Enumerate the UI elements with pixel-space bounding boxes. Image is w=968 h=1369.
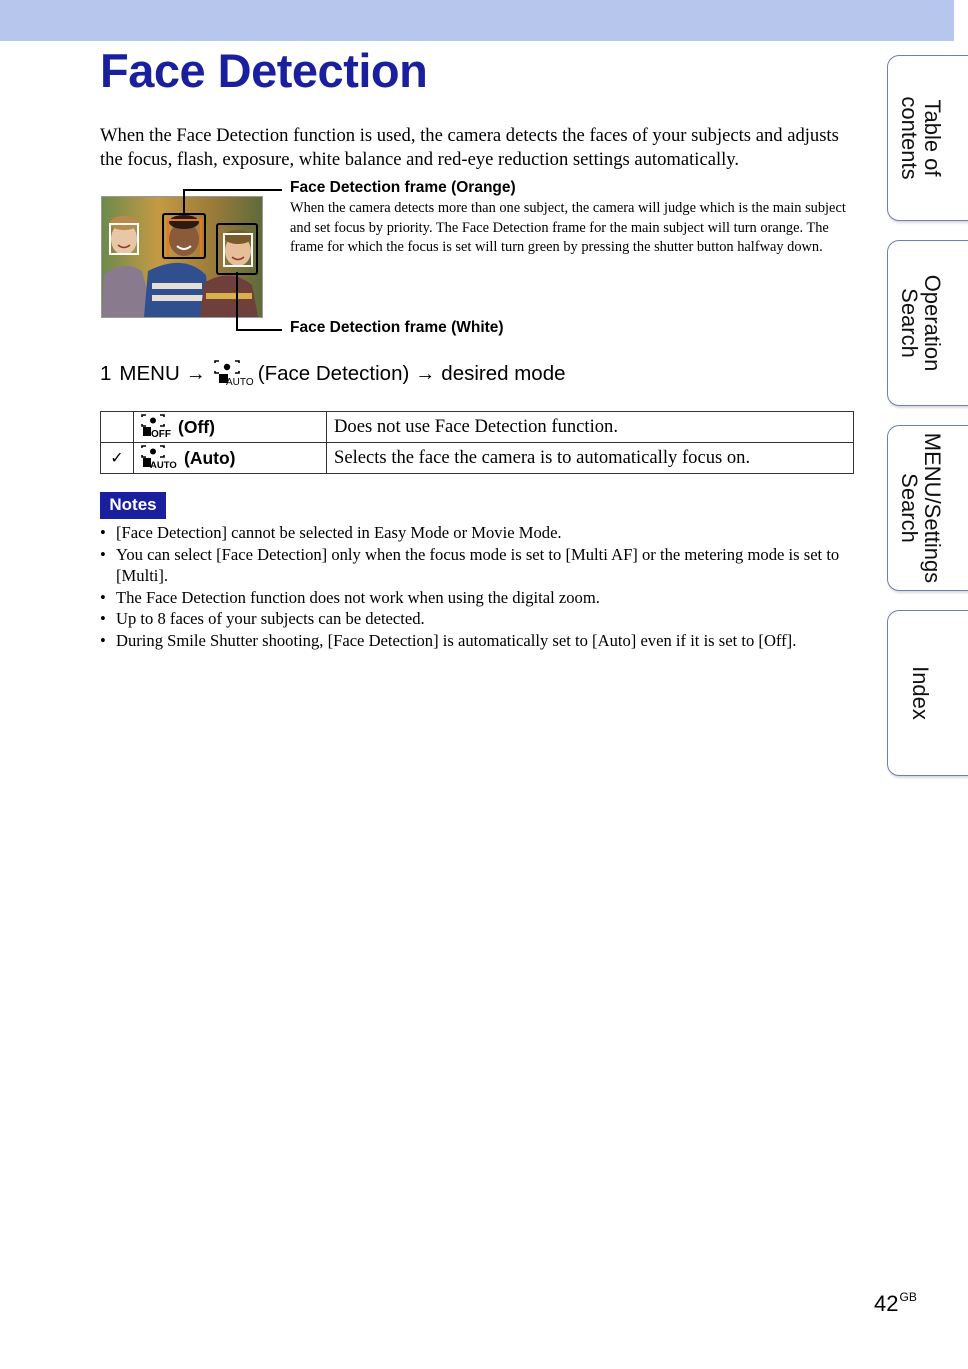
arrow-icon: → (185, 363, 206, 385)
orange-frame-label: Face Detection frame (Orange) (290, 179, 516, 196)
page-title: Face Detection (100, 44, 428, 97)
notes-badge: Notes (100, 492, 166, 519)
mode-description: Does not use Face Detection function. (327, 412, 854, 443)
step-item: (Face Detection) (257, 362, 410, 385)
tab-label: Search (897, 288, 922, 358)
list-item: • You can select [Face Detection] only when the focus mode is set to [Multi AF] or the metering mode is set to [Multi]. (100, 544, 845, 587)
tab-label: Operation (920, 274, 945, 372)
face-detection-off-icon (140, 414, 172, 440)
step-instruction (100, 360, 566, 388)
step-number: 1 (100, 362, 112, 385)
tab-label: Search (897, 473, 922, 543)
mode-description: Selects the face the camera is to automatically focus on. (327, 443, 854, 474)
svg-text:OFF: OFF (151, 429, 171, 440)
page-suffix: GB (899, 1290, 917, 1304)
default-check (101, 412, 134, 443)
svg-text:AUTO: AUTO (150, 460, 177, 471)
list-item: • Up to 8 faces of your subjects can be detected. (100, 608, 845, 630)
svg-text:AUTO: AUTO (225, 377, 254, 388)
face-detection-auto-icon (140, 445, 178, 471)
modes-table (100, 411, 854, 474)
tab-index[interactable] (887, 610, 968, 776)
orange-frame-description: When the camera detects more than one subject, the camera will judge which is the main subject and set focus by priority. The Face Detection frame for the main subject will turn orange. The frame for which the focus is set will turn green by pressing the shutter button halfway down. (290, 200, 846, 256)
mode-name-cell (134, 443, 327, 474)
tab-label: MENU/Settings (920, 432, 945, 584)
tab-menu-settings-search[interactable] (887, 425, 968, 591)
table-row (101, 412, 854, 443)
page-number: $42^{GB}$ (874, 1290, 917, 1316)
tab-label: Table of (920, 99, 945, 177)
top-bar (0, 0, 954, 41)
face-detection-auto-icon (212, 360, 254, 388)
list-item: • The Face Detection function does not work when using the digital zoom. (100, 587, 845, 609)
step-end: desired mode (441, 362, 566, 385)
tab-label: contents (897, 96, 922, 180)
sample-photo (101, 196, 263, 318)
default-check-icon: ✓ (101, 443, 134, 474)
table-row (101, 443, 854, 474)
photo-illustration (102, 197, 262, 317)
notes-list (100, 522, 845, 651)
intro-paragraph: When the Face Detection function is used, the camera detects the faces of your subjects and adjusts the focus, flash, exposure, white balance and red-eye reduction settings automatically. (100, 125, 839, 170)
mode-name: (Auto) (184, 447, 236, 468)
tab-operation-search[interactable] (887, 240, 968, 406)
mode-name-cell (134, 412, 327, 443)
step-menu: MENU (119, 362, 180, 385)
arrow-icon: → (415, 363, 436, 385)
list-item: • During Smile Shutter shooting, [Face Detection] is automatically set to [Auto] even if it is set to [Off]. (100, 630, 845, 652)
mode-name: (Off) (178, 416, 215, 437)
white-frame-label: Face Detection frame (White) (290, 319, 504, 336)
list-item: • [Face Detection] cannot be selected in Easy Mode or Movie Mode. (100, 522, 845, 544)
tab-table-of-contents[interactable] (887, 55, 968, 221)
tab-label: Index (908, 666, 934, 720)
